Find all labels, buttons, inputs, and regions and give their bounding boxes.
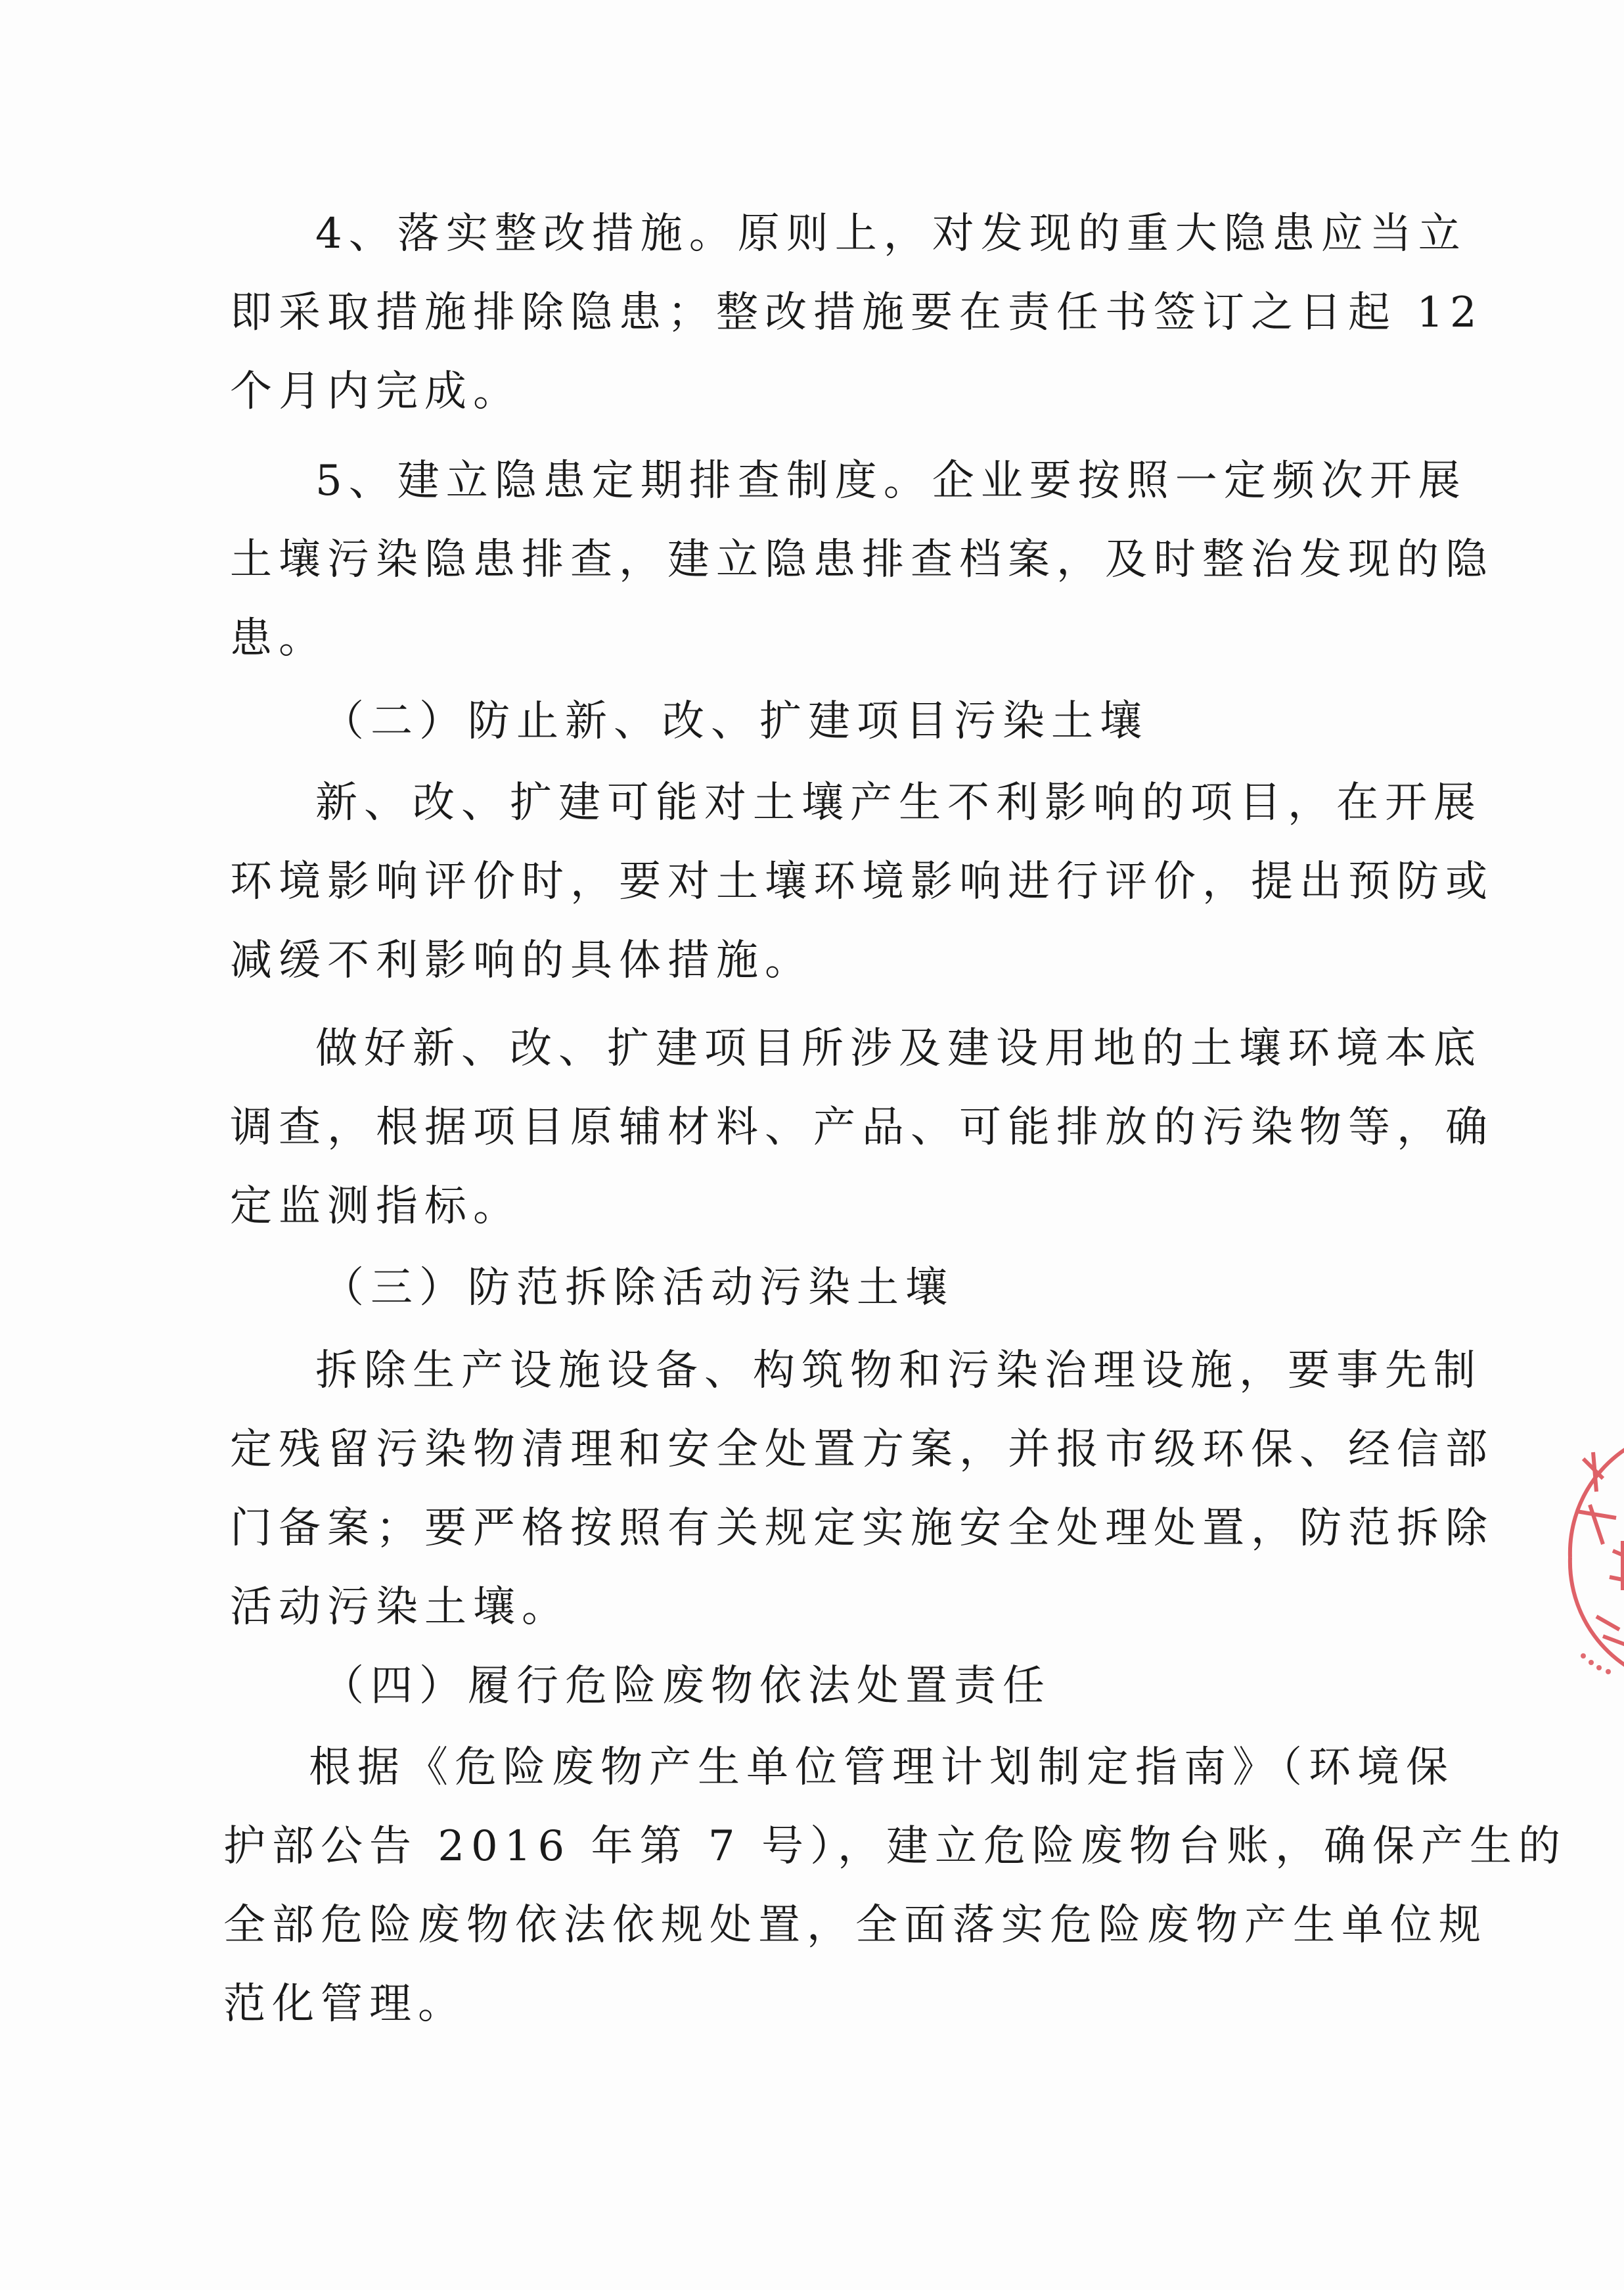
seal-stamp-partial — [1557, 1419, 1624, 1695]
paragraph-line: 调查，根据项目原辅材料、产品、可能排放的污染物等，确 — [230, 1103, 1494, 1152]
paragraph-line: 定残留污染物清理和安全处置方案，并报市级环保、经信部 — [230, 1425, 1494, 1474]
section-heading: （三）防范拆除活动污染土壤 — [322, 1264, 954, 1312]
paragraph-line: 门备案；要严格按照有关规定实施安全处理处置，防范拆除 — [230, 1504, 1494, 1553]
paragraph-line: 拆除生产设施设备、构筑物和污染治理设施，要事先制 — [315, 1346, 1482, 1395]
paragraph-line: 即采取措施排除隐患；整改措施要在责任书签订之日起 12 — [230, 288, 1483, 337]
paragraph-line: 定监测指标。 — [230, 1182, 522, 1231]
section-heading: （二）防止新、改、扩建项目污染土壤 — [322, 697, 1148, 746]
paragraph-line: 个月内完成。 — [230, 367, 522, 416]
paragraph-line: 新、改、扩建可能对土壤产生不利影响的项目，在开展 — [315, 779, 1482, 827]
paragraph-line: 环境影响评价时，要对土壤环境影响进行评价，提出预防或 — [230, 858, 1494, 906]
paragraph-line: 4、落实整改措施。原则上，对发现的重大隐患应当立 — [315, 210, 1467, 258]
paragraph-line: 土壤污染隐患排查，建立隐患排查档案，及时整治发现的隐 — [230, 536, 1494, 584]
paragraph-line: 5、建立隐患定期排查制度。企业要按照一定频次开展 — [315, 457, 1467, 505]
paragraph-line: 患。 — [230, 614, 327, 663]
paragraph-line: 活动污染土壤。 — [230, 1583, 570, 1632]
paragraph-line: 做好新、改、扩建项目所涉及建设用地的土壤环境本底 — [315, 1024, 1482, 1073]
paragraph-line: 护部公告 2016 年第 7 号），建立危险废物台账，确保产生的 — [223, 1822, 1567, 1871]
paragraph-line: 根据《危险废物产生单位管理计划制定指南》（环境保 — [309, 1743, 1455, 1792]
paragraph-line: 范化管理。 — [223, 1980, 466, 2028]
paragraph-line: 减缓不利影响的具体措施。 — [230, 936, 813, 985]
paragraph-line: 全部危险废物依法依规处置，全面落实危险废物产生单位规 — [223, 1901, 1487, 1950]
section-heading: （四）履行危险废物依法处置责任 — [322, 1662, 1051, 1710]
